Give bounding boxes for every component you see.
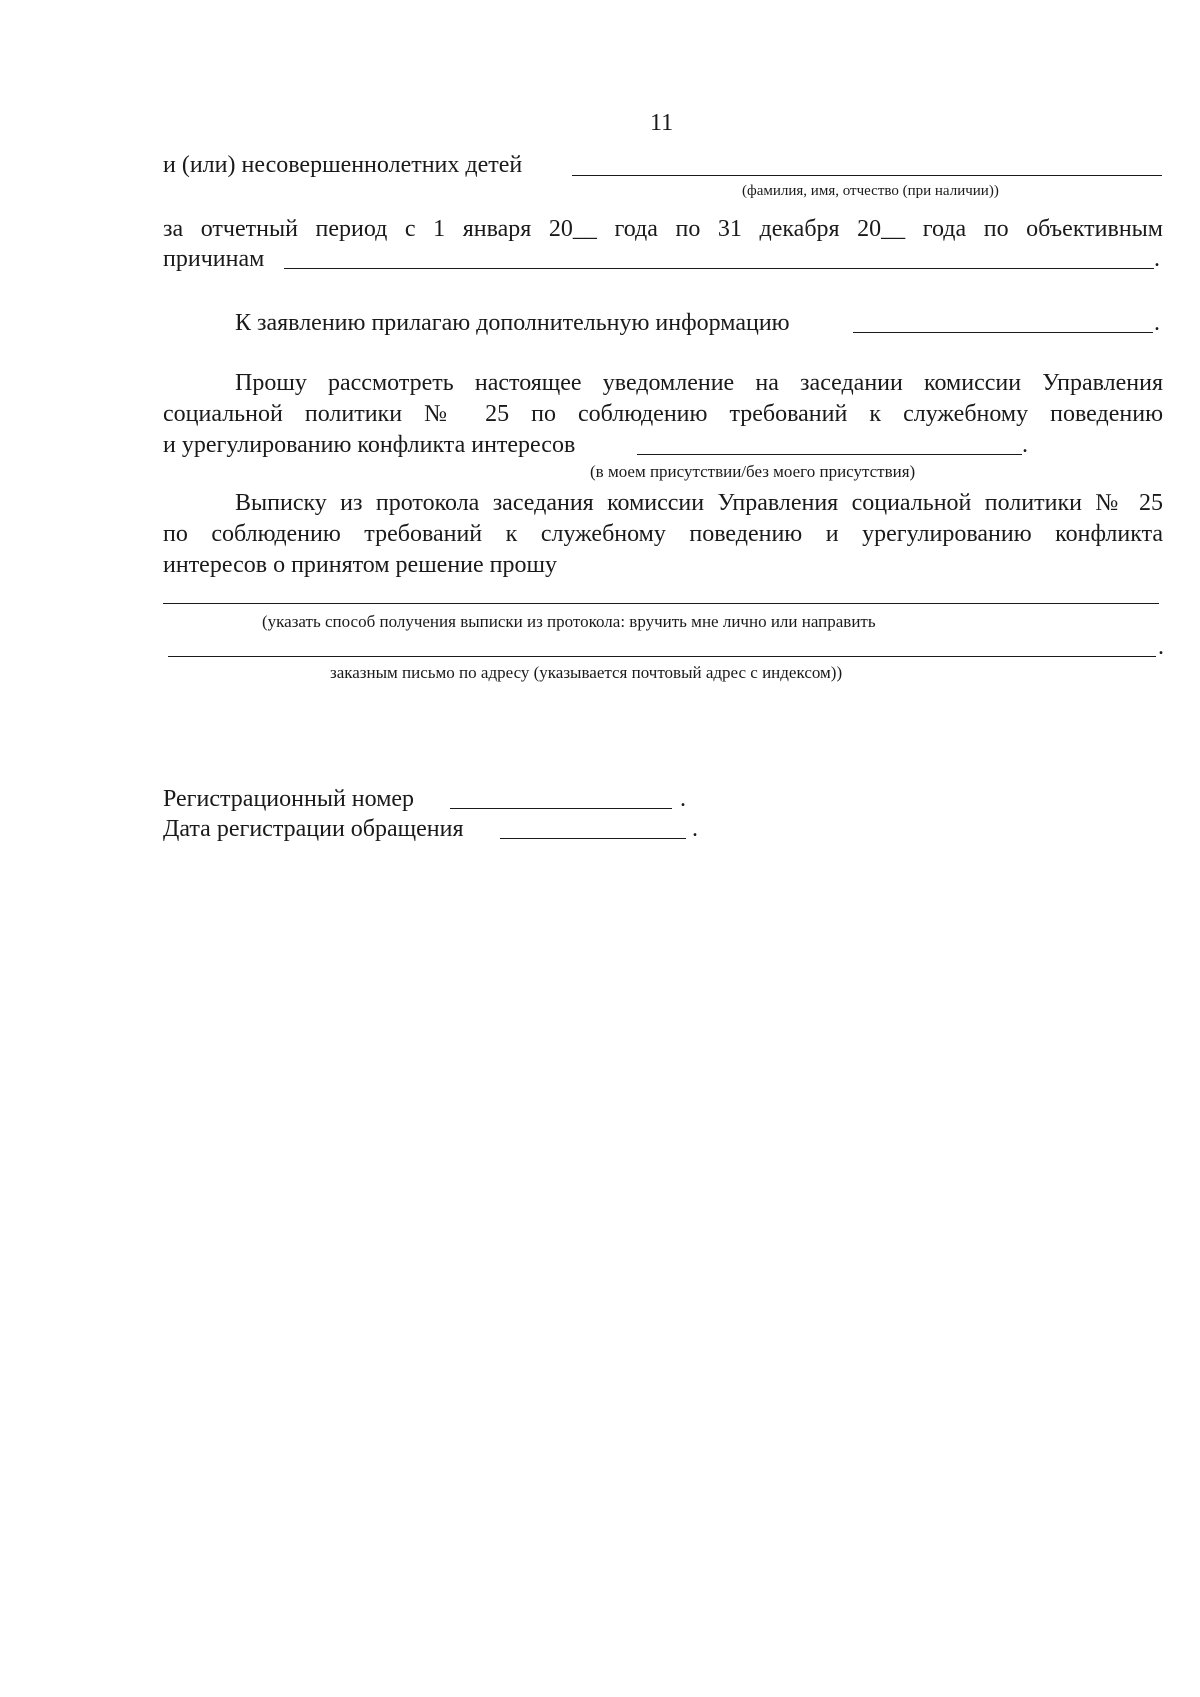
extract-method-hint-1: (указать способ получения выписки из протокола: вручить мне лично или направить [262,612,876,631]
extract-method-field-1[interactable] [163,603,1159,604]
children-name-hint: (фамилия, имя, отчество (при наличии)) [742,183,999,199]
period-reasons-label: причинам [163,246,265,272]
extract-method-end: . [1158,634,1164,660]
registration-number-field[interactable] [450,808,672,809]
registration-date-field[interactable] [500,838,686,839]
extract-line-2: по соблюдению требований к служебному поведению и урегулированию конфликта [163,521,1163,547]
period-line-1: за отчетный период с 1 января 20__ года по 31 декабря 20__ года по объективным [163,216,1163,242]
children-label: и (или) несовершеннолетних детей [163,152,523,178]
extract-method-field-2[interactable] [168,656,1156,657]
attachment-label: К заявлению прилагаю дополнительную информацию [235,310,790,336]
extract-line-3: интересов о принятом решение прошу [163,552,557,578]
extract-line-1: Выписку из протокола заседания комиссии Управления социальной политики № 25 [235,490,1163,516]
registration-number-label: Регистрационный номер [163,786,415,812]
request-line-3-label: и урегулированию конфликта интересов [163,432,576,458]
registration-date-end: . [692,816,698,842]
attachment-field[interactable] [853,332,1153,333]
children-name-field[interactable] [572,175,1162,176]
registration-date-label: Дата регистрации обращения [163,816,464,842]
request-line-1: Прошу рассмотреть настоящее уведомление на заседании комиссии Управления [235,370,1163,396]
request-line-3-end: . [1022,432,1028,458]
request-line-2: социальной политики № 25 по соблюдению требований к служебному поведению [163,401,1163,427]
presence-hint: (в моем присутствии/без моего присутствия) [590,462,916,481]
attachment-end: . [1154,310,1160,336]
period-reasons-end: . [1154,246,1160,272]
presence-field[interactable] [637,454,1022,455]
page-number: 11 [650,110,674,136]
registration-number-end: . [680,786,686,812]
period-reasons-field[interactable] [284,268,1154,269]
extract-method-hint-2: заказным письмо по адресу (указывается почтовый адрес с индексом)) [330,663,843,682]
